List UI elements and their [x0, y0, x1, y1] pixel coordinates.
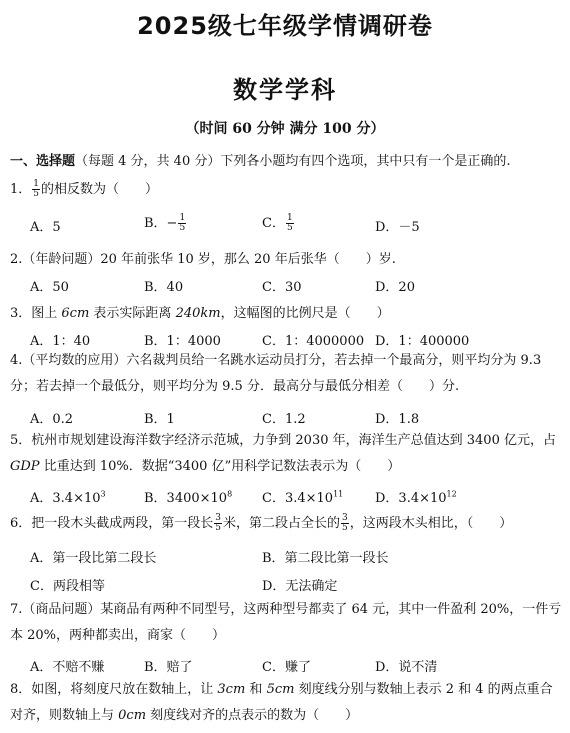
q7-option-d: D．说不清: [375, 660, 438, 675]
q3-unit1: 6cm: [61, 306, 90, 321]
q8-unit3: 0cm: [118, 708, 147, 723]
q5-c-exp: 11: [333, 489, 344, 499]
q3-option-d: D．1：400000: [375, 334, 470, 349]
section-header: [10, 150, 511, 169]
q1-c-num: 1: [286, 213, 293, 223]
exam-title: 2025级七年级学情调研卷: [137, 12, 433, 40]
q5-option-d: [375, 487, 457, 506]
q6-option-a: A．第一段比第二段长: [30, 551, 157, 566]
question-4: 4.（平均数的应用）六名裁判员给一名跳水运动员打分，若去掉一个最高分，则平均分为 9.3 分；若去掉一个最低分，则平均分为 9.5 分．最高分与最低分相差（ ）分.: [10, 353, 542, 394]
q3-option-a: A．1：40: [30, 334, 91, 349]
q6-f1-num: 3: [215, 513, 222, 523]
q1-option-a: A．5: [30, 220, 61, 235]
question-7: 7.（商品问题）某商品有两种不同型号，这两种型号都卖了 64 元，其中一件盈利 20%，一件亏本 20%，两种都卖出，商家（ ）: [10, 602, 562, 643]
q1-stem: 的相反数为（ ）: [41, 182, 159, 197]
q8-part3: 刻度线分别与数轴上表示 2 和 4 的两点重合对齐，则数轴上与: [10, 682, 553, 723]
q3-option-b: B．1：4000: [144, 334, 221, 349]
q2-option-c: C．30: [262, 280, 302, 295]
q5-b-base: B．3400×10: [144, 491, 228, 506]
question-6: [10, 512, 512, 533]
question-8: [10, 677, 562, 729]
q8-unit1: 3cm: [217, 682, 246, 697]
q1-b-prefix: B．−: [144, 216, 178, 231]
q5-option-b: [144, 487, 232, 506]
q7-option-a: A．不赔不赚: [30, 660, 105, 675]
q1-number: 1．: [10, 182, 32, 197]
q5-a-exp: 3: [100, 489, 106, 499]
q4-option-a: A．0.2: [30, 412, 74, 427]
q5-option-c: [262, 487, 343, 506]
q1-frac-den: 5: [33, 189, 40, 199]
q4-option-c: C．1.2: [262, 412, 306, 427]
q8-part4: 刻度线对齐的点表示的数为（ ）: [146, 708, 359, 723]
q6-f2-den: 5: [342, 523, 348, 533]
q6-part3: ，这两段木头相比，（ ）: [349, 516, 513, 531]
q6-fraction-1: [214, 514, 222, 533]
section-label: 一、选择题: [10, 154, 76, 169]
q8-unit2: 5cm: [266, 682, 295, 697]
q1-c-fraction: [286, 214, 294, 233]
q7-option-b: B．赔了: [144, 660, 193, 675]
q1-b-fraction: [178, 214, 186, 233]
q6-option-b: B．第二段比第一段长: [262, 551, 389, 566]
q6-option-c: C．两段相等: [30, 579, 105, 594]
q1-b-den: 5: [179, 223, 186, 233]
q1-c-den: 5: [286, 223, 293, 233]
q6-part2: 米，第二段占全长的: [223, 516, 341, 531]
q1-frac-num: 1: [33, 179, 40, 189]
q7-option-c: C．赚了: [262, 660, 311, 675]
q1-option-b: [144, 212, 187, 233]
question-3: [10, 302, 390, 321]
q1-fraction: [32, 180, 40, 199]
q5-part1: 5．杭州市规划建设海洋数字经济示范城，力争到 2030 年，海洋生产总值达到 3400 亿元，占: [10, 433, 556, 448]
q5-part2: 比重达到 10%．数据“3400 亿”用科学记数法表示为（ ）: [39, 459, 401, 474]
q5-option-a: [30, 487, 106, 506]
question-2: 2.（年龄问题）20 年前张华 10 岁，那么 20 年后张华（ ）岁.: [10, 252, 396, 267]
q6-f1-den: 5: [215, 523, 222, 533]
section-note: （每题 4 分，共 40 分）下列各小题均有四个选项，其中只有一个是正确的.: [75, 154, 511, 169]
q5-gdp: GDP: [10, 459, 40, 474]
subject-title: 数学学科: [233, 76, 337, 104]
q4-option-d: D．1.8: [375, 412, 420, 427]
q8-part2: 和: [245, 682, 267, 697]
question-5: [10, 428, 562, 480]
q6-f2-num: 3: [342, 513, 348, 523]
q5-d-base: D．3.4×10: [375, 491, 447, 506]
q3-option-c: C．1：4000000: [262, 334, 365, 349]
time-info: （时间 60 分钟 满分 100 分）: [185, 121, 385, 137]
q2-option-d: D．20: [375, 280, 415, 295]
q3-part2: 表示实际距离: [89, 306, 176, 321]
q5-a-base: A．3.4×10: [30, 491, 101, 506]
q1-option-c: [262, 212, 295, 233]
question-1: [10, 178, 158, 199]
q6-part1: 6．把一段木头截成两段，第一段长: [10, 516, 214, 531]
q2-option-b: B．40: [144, 280, 184, 295]
q1-option-d: D．－5: [375, 220, 420, 235]
q5-b-exp: 8: [227, 489, 233, 499]
q5-d-exp: 12: [446, 489, 457, 499]
q6-option-d: D．无法确定: [262, 579, 338, 594]
q4-option-b: B．1: [144, 412, 175, 427]
q1-b-num: 1: [179, 213, 186, 223]
q3-part3: ，这幅图的比例尺是（ ）: [220, 306, 390, 321]
q6-fraction-2: [341, 514, 349, 533]
q2-option-a: A．50: [30, 280, 69, 295]
q3-part1: 3．图上: [10, 306, 62, 321]
q8-part1: 8．如图，将刻度尺放在数轴上，让: [10, 682, 218, 697]
q3-unit2: 240km: [175, 306, 221, 321]
q1-c-prefix: C．: [262, 216, 285, 231]
q5-c-base: C．3.4×10: [262, 491, 334, 506]
